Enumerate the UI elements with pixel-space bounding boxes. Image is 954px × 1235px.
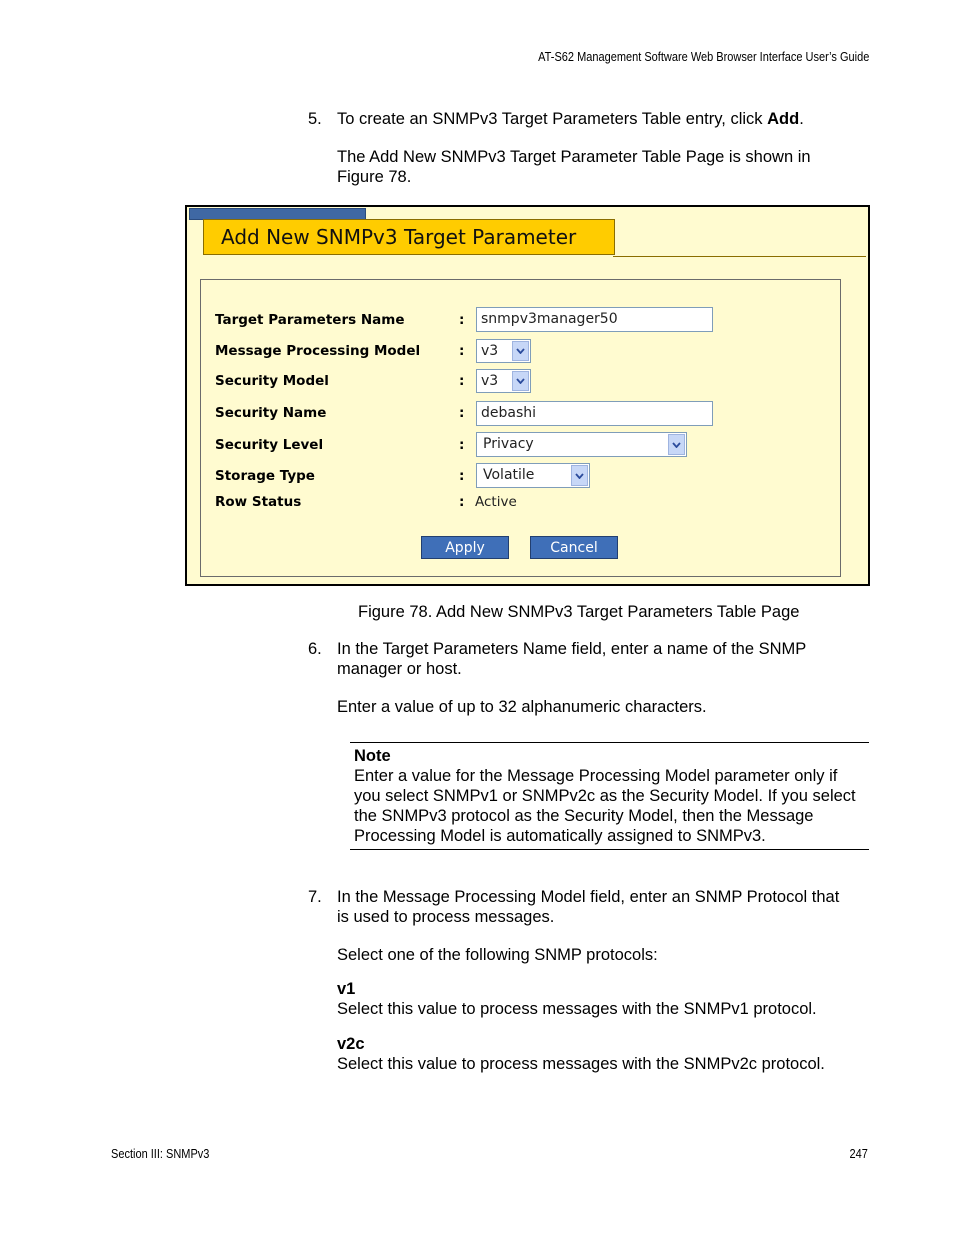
- select-value: v3: [481, 373, 499, 389]
- footer-section: Section III: SNMPv3: [111, 1147, 210, 1161]
- security-model-select[interactable]: [476, 369, 531, 393]
- field-label-storage-type: Storage Type: [215, 468, 315, 484]
- step-text-part: .: [799, 110, 804, 128]
- form-panel: [200, 279, 841, 577]
- note-line: you select SNMPv1 or SNMPv2c as the Security Model. If you select: [354, 787, 856, 805]
- option-desc-v1: Select this value to process messages with the SNMPv1 protocol.: [337, 1000, 817, 1018]
- field-label-security-model: Security Model: [215, 373, 329, 389]
- security-level-select[interactable]: [476, 432, 687, 457]
- title-divider: [613, 256, 866, 257]
- step-text: [337, 109, 804, 129]
- msg-processing-model-select[interactable]: [476, 339, 531, 363]
- field-colon: :: [459, 468, 465, 484]
- figure-caption: Figure 78. Add New SNMPv3 Target Parameters Table Page: [358, 603, 800, 621]
- select-value: Privacy: [483, 436, 534, 452]
- security-name-input[interactable]: debashi: [476, 401, 713, 426]
- row-status-value: Active: [475, 494, 517, 510]
- page-title-box: [203, 219, 615, 255]
- step-text-bold: Add: [767, 110, 800, 128]
- paragraph: Enter a value of up to 32 alphanumeric characters.: [337, 698, 707, 716]
- page-title: Add New SNMPv3 Target Parameter: [221, 225, 577, 249]
- chevron-down-icon[interactable]: [668, 434, 685, 455]
- field-label-row-status: Row Status: [215, 494, 302, 510]
- chevron-down-icon[interactable]: [571, 465, 588, 486]
- step-number: 7.: [308, 888, 322, 906]
- page-number: 247: [849, 1147, 868, 1161]
- figure-screenshot: [185, 205, 870, 586]
- step-text: [337, 639, 806, 679]
- step-text-line: manager or host.: [337, 660, 462, 678]
- field-colon: :: [459, 494, 465, 510]
- step-number: 6.: [308, 640, 322, 658]
- target-params-name-input[interactable]: snmpv3manager50: [476, 307, 713, 332]
- note-rule-bottom: [350, 849, 869, 850]
- note-line: Processing Model is automatically assigned to SNMPv3.: [354, 827, 766, 845]
- note-body: [354, 766, 856, 846]
- field-colon: :: [459, 437, 465, 453]
- field-colon: :: [459, 405, 465, 421]
- option-term-v2c: v2c: [337, 1035, 365, 1053]
- chevron-down-icon[interactable]: [512, 371, 529, 391]
- paragraph-line: The Add New SNMPv3 Target Parameter Table Page is shown in: [337, 148, 811, 166]
- step-number: 5.: [308, 110, 322, 128]
- option-term-v1: v1: [337, 980, 356, 998]
- note-line: Enter a value for the Message Processing Model parameter only if: [354, 767, 838, 785]
- step-text-part: To create an SNMPv3 Target Parameters Table entry, click: [337, 110, 768, 128]
- chevron-down-icon[interactable]: [512, 341, 529, 361]
- step-text: [337, 887, 839, 927]
- field-label-msg-processing-model: Message Processing Model: [215, 343, 421, 359]
- option-desc-v2c: Select this value to process messages with the SNMPv2c protocol.: [337, 1055, 825, 1073]
- field-colon: :: [459, 373, 465, 389]
- cancel-button[interactable]: Cancel: [530, 536, 618, 559]
- field-colon: :: [459, 343, 465, 359]
- select-value: v3: [481, 343, 499, 359]
- apply-button[interactable]: Apply: [421, 536, 509, 559]
- note-rule-top: [350, 742, 869, 743]
- paragraph: Select one of the following SNMP protocols:: [337, 946, 658, 964]
- field-label-security-name: Security Name: [215, 405, 327, 421]
- field-colon: :: [459, 312, 465, 328]
- running-header: AT-S62 Management Software Web Browser Interface User’s Guide: [537, 50, 869, 64]
- note-line: the SNMPv3 protocol as the Security Model, then the Message: [354, 807, 814, 825]
- storage-type-select[interactable]: [476, 463, 590, 488]
- step-text-line: In the Message Processing Model field, enter an SNMP Protocol that: [337, 888, 840, 906]
- step-text-line: In the Target Parameters Name field, enter a name of the SNMP: [337, 640, 807, 658]
- field-label-target-params-name: Target Parameters Name: [215, 312, 405, 328]
- note-title: Note: [354, 747, 391, 765]
- step-text-line: is used to process messages.: [337, 908, 555, 926]
- field-label-security-level: Security Level: [215, 437, 324, 453]
- select-value: Volatile: [483, 467, 535, 483]
- paragraph: [337, 147, 811, 187]
- paragraph-line: Figure 78.: [337, 168, 412, 186]
